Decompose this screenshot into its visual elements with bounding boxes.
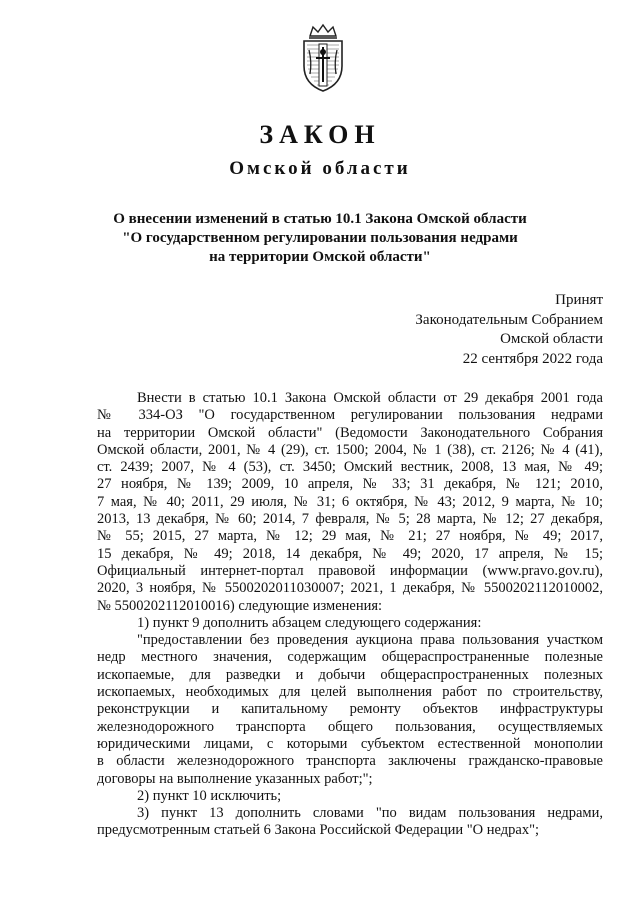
adoption-date: 22 сентября 2022 года (462, 350, 603, 367)
body-line: № 5500202112010016) следующие изменения: (97, 597, 383, 614)
body-line: 2020, 3 ноября, № 5500202011030007; 2021, 1 декабря, № 5500202112010002, (97, 580, 603, 597)
adoption-line: Законодательным Собранием (415, 311, 603, 328)
body-line: ст. 2439; 2007, № 4 (53), ст. 3450; Омский вестник, 2008, 13 мая, № 49; (97, 459, 603, 476)
body-line: № 55; 2015, 27 марта, № 12; 29 мая, № 21; 27 ноября, № 49; 2017, (97, 528, 603, 545)
body-line: ископаемых, необходимых для целей выполнения работ по строительству, (97, 684, 603, 701)
law-heading-line: О внесении изменений в статью 10.1 Закона Омской области (113, 211, 527, 227)
body-line: юридическими лицами, с которыми субъектом естественной монополии (97, 735, 603, 752)
law-heading-line: "О государственном регулировании пользования недрами (122, 230, 518, 246)
law-heading (110, 210, 530, 267)
adoption-block (415, 291, 603, 369)
law-body (97, 390, 603, 840)
adoption-line: Омской области (500, 331, 603, 347)
body-line: предусмотренным статьей 6 Закона Российской Федерации "О недрах"; (97, 822, 540, 839)
body-line: договоры на выполнение указанных работ;"; (97, 770, 373, 787)
body-line: 27 ноября, № 139; 2009, 10 апреля, № 33; 31 декабря, № 121; 2010, (97, 476, 603, 493)
body-line: "предоставлении без проведения аукциона права пользования участком (137, 632, 603, 649)
law-heading-line: на территории Омской области" (209, 249, 431, 265)
body-line: Официальный интернет-портал правовой информации (www.pravo.gov.ru), (97, 562, 603, 579)
body-line: Внести в статью 10.1 Закона Омской области от 29 декабря 2001 года (137, 390, 603, 406)
body-line: недр местного значения, содержащим общераспространенные полезные (97, 649, 603, 666)
body-line: на территории Омской области" (Ведомости Законодательного Собрания (97, 424, 603, 441)
body-line: железнодорожного транспорта общего пользования, осуществляемых (97, 718, 603, 735)
body-line: ископаемые, для разведки и добычи общераспространенных полезных (97, 666, 603, 683)
document-region-title: Омской области (229, 158, 411, 179)
adoption-line: Принят (555, 292, 603, 308)
omsk-coat-of-arms-icon (298, 22, 348, 94)
body-line: 7 мая, № 40; 2011, 29 июля, № 31; 6 октября, № 43; 2012, 9 марта, № 10; (97, 493, 603, 510)
body-line: № 334-ОЗ "О государственном регулировании пользования недрами (97, 407, 603, 424)
document-type-title: ЗАКОН (259, 120, 381, 149)
body-line: 2013, 13 декабря, № 60; 2014, 7 февраля, № 5; 28 марта, № 12; 27 декабря, (97, 511, 603, 528)
body-line: 2) пункт 10 исключить; (137, 787, 282, 804)
body-line: реконструкции и капитальному ремонту объектов инфраструктуры (97, 701, 603, 718)
body-line: в области железнодорожного транспорта заключены гражданско-правовые (97, 753, 603, 770)
body-line: Омской области, 2001, № 4 (29), ст. 1500; 2004, № 1 (38), ст. 2126; № 4 (41), (97, 441, 603, 458)
body-line: 15 декабря, № 49; 2018, 14 декабря, № 49; 2020, 17 апреля, № 15; (97, 545, 603, 562)
body-line: 3) пункт 13 дополнить словами "по видам пользования недрами, (137, 805, 603, 822)
body-line: 1) пункт 9 дополнить абзацем следующего содержания: (137, 614, 482, 631)
